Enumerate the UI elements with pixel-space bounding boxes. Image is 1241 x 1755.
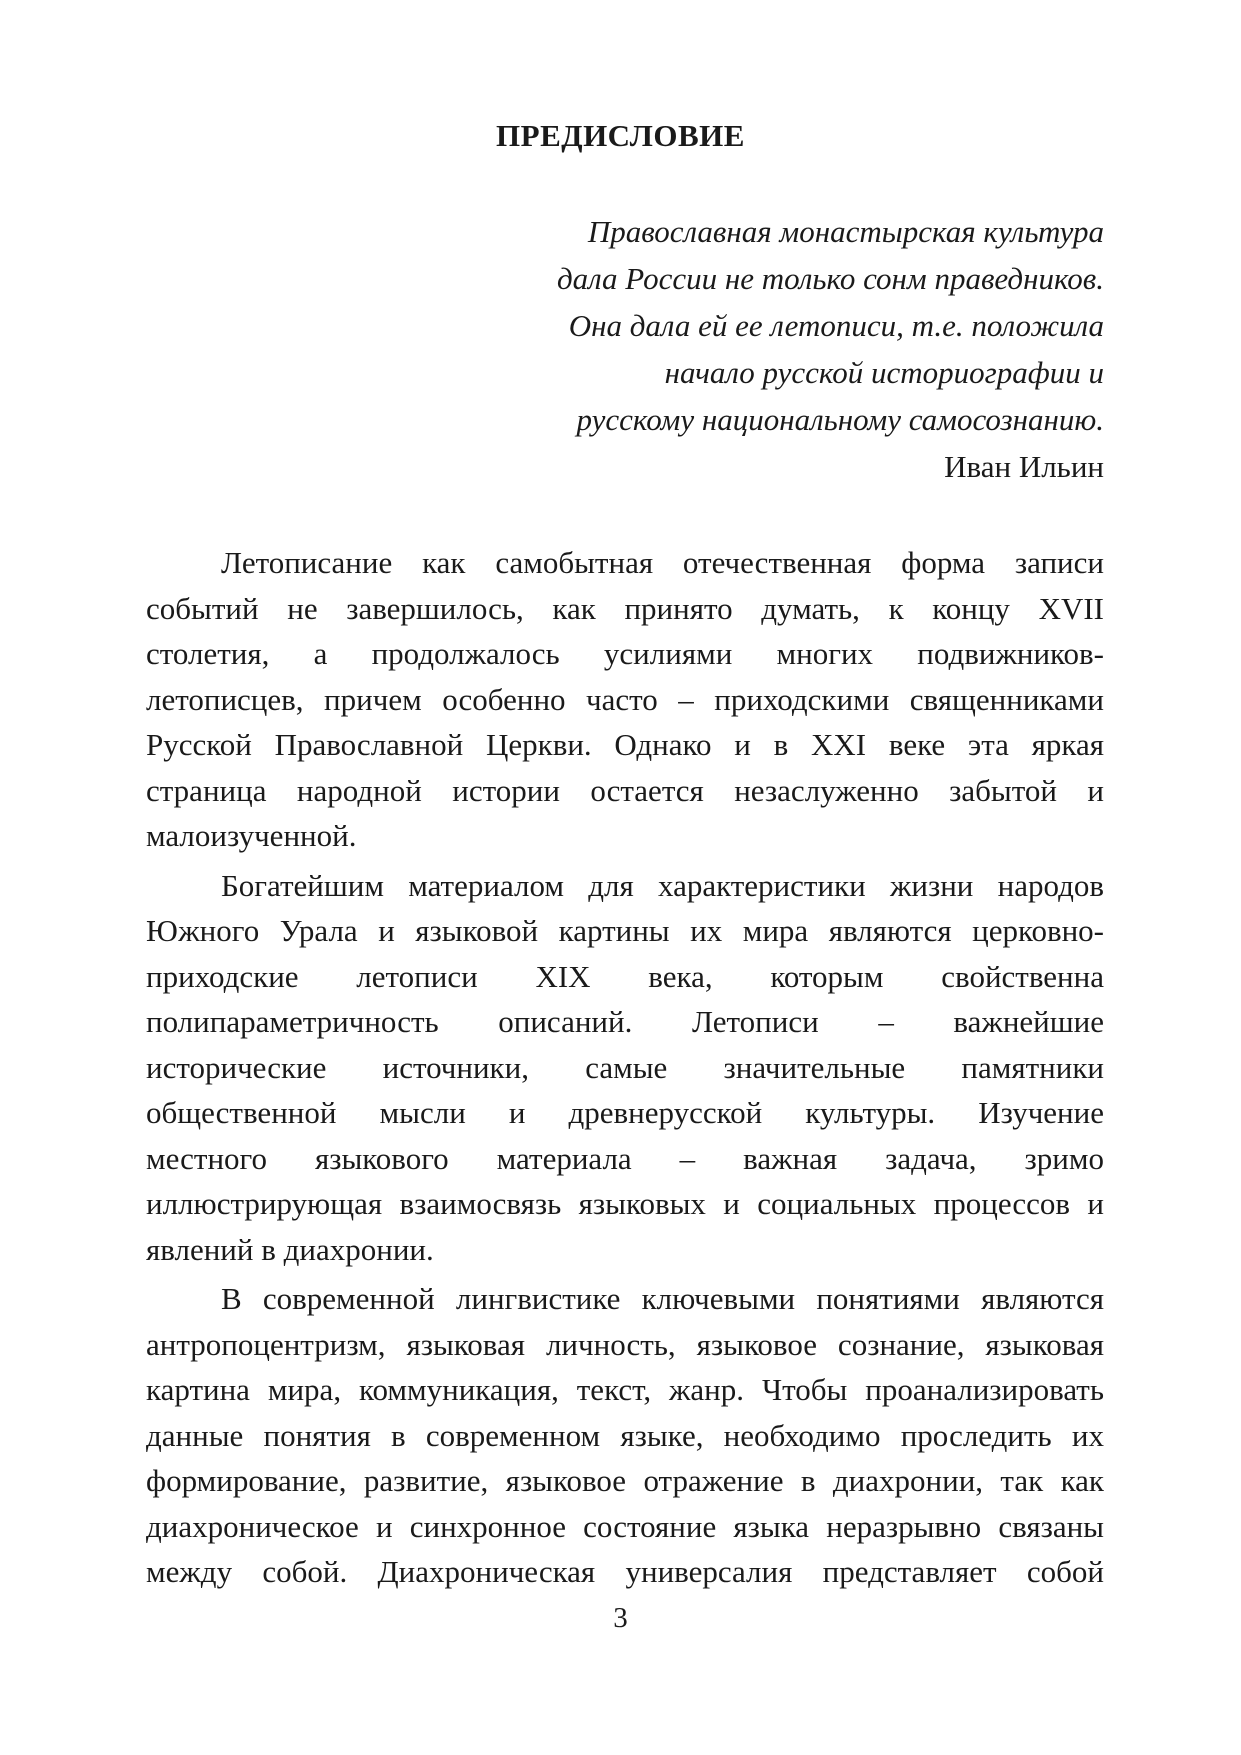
text-line: антропоцентризм, языковая личность, языковое сознание, языковая (146, 1326, 1104, 1362)
text-line: Богатейшим материалом для характеристики жизни народов (221, 867, 1104, 903)
page-title: ПРЕДИСЛОВИЕ (496, 118, 745, 153)
text-line: исторические источники, самые значительные памятники (146, 1049, 1104, 1085)
text-line: приходские летописи XIX века, которым свойственна (146, 958, 1104, 994)
text-line: диахроническое и синхронное состояние языка неразрывно связаны (146, 1508, 1104, 1544)
paragraph (146, 1276, 1104, 1595)
text-line: событий не завершилось, как принято думать, к концу XVII (146, 590, 1104, 626)
epigraph-line: Православная монастырская культура (587, 214, 1104, 249)
text-line: Русской Православной Церкви. Однако и в XXI веке эта яркая (146, 727, 1104, 762)
text-line: явлений в диахронии. (146, 1231, 434, 1267)
text-line: местного языкового материала – важная задача, зримо (146, 1140, 1104, 1176)
text-line: между собой. Диахроническая универсалия представляет собой (146, 1554, 1104, 1589)
paragraph (146, 540, 1104, 859)
text-line: В современной лингвистике ключевыми понятиями являются (221, 1281, 1104, 1316)
epigraph-line: русскому национальному самосознанию. (576, 402, 1104, 437)
text-line: формирование, развитие, языковое отражение в диахронии, так как (146, 1463, 1104, 1498)
page-number: 3 (613, 1602, 628, 1634)
text-line: летописцев, причем особенно часто – приходскими священниками (146, 681, 1104, 717)
epigraph-author: Иван Ильин (944, 449, 1104, 484)
epigraph-line: начало русской историографии и (664, 355, 1104, 390)
text-line: данные понятия в современном языке, необходимо проследить их (146, 1417, 1104, 1453)
epigraph-line: дала России не только сонм праведников. (556, 261, 1104, 296)
text-line: малоизученной. (146, 818, 357, 853)
paragraph (146, 863, 1104, 1273)
text-line: Летописание как самобытная отечественная форма записи (221, 545, 1104, 580)
text-line: общественной мысли и древнерусской культуры. Изучение (146, 1095, 1104, 1130)
epigraph (344, 208, 1104, 490)
text-line: полипараметричность описаний. Летописи – важнейшие (146, 1004, 1104, 1039)
text-line: Южного Урала и языковой картины их мира являются церковно- (146, 913, 1104, 948)
text-line: иллюстрирующая взаимосвязь языковых и социальных процессов и (146, 1186, 1104, 1221)
text-line: столетия, а продолжалось усилиями многих подвижников- (146, 636, 1104, 671)
epigraph-line: Она дала ей ее летописи, т.е. положила (568, 308, 1104, 343)
text-line: страница народной истории остается незаслуженно забытой и (146, 772, 1104, 808)
body-text (146, 540, 1104, 1599)
text-line: картина мира, коммуникация, текст, жанр. Чтобы проанализировать (146, 1372, 1104, 1407)
